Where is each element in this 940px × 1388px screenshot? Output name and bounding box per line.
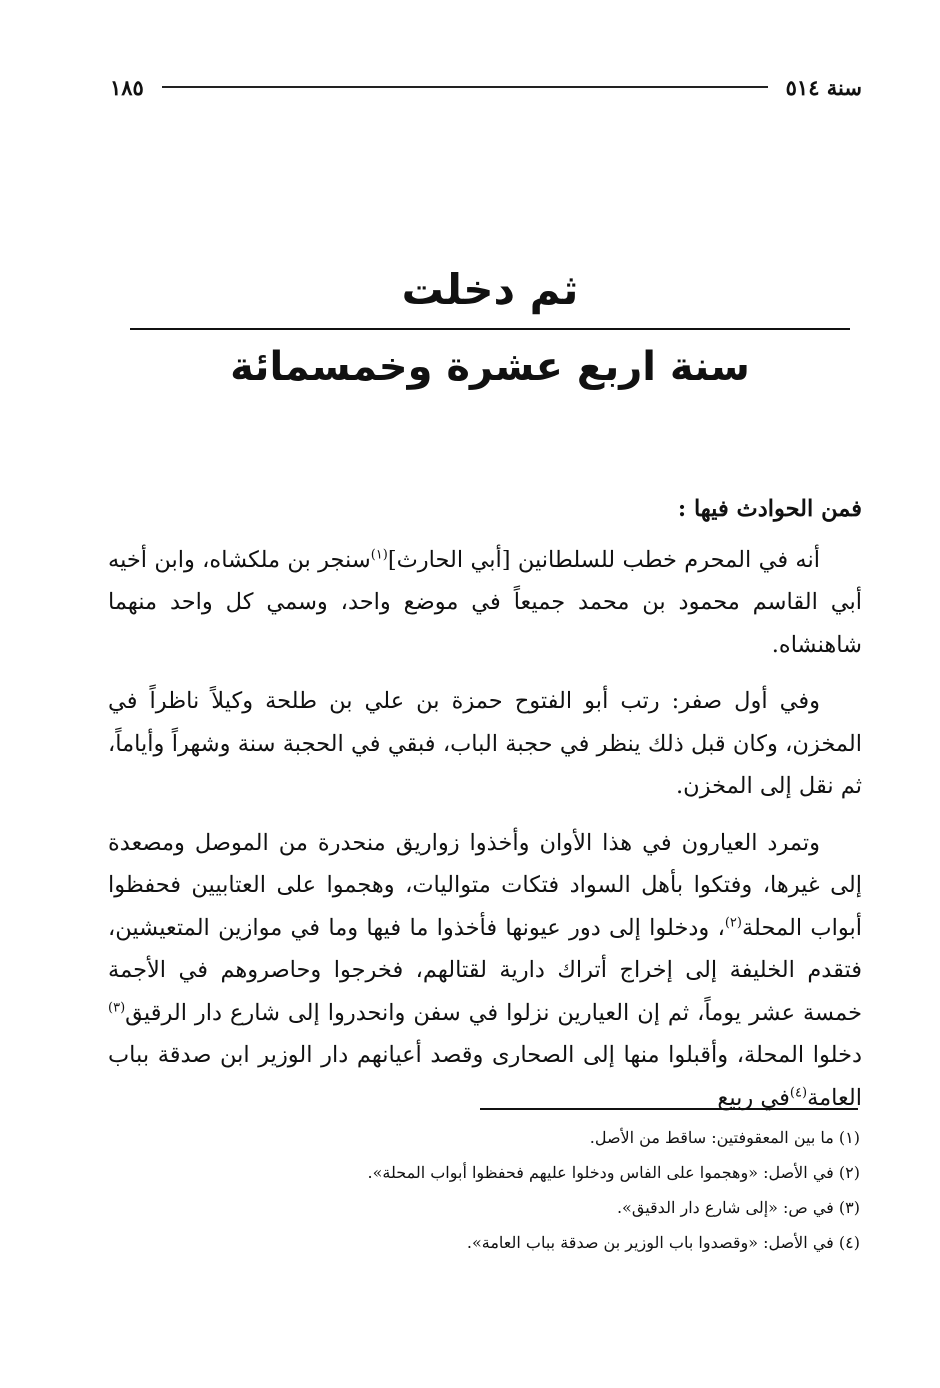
chapter-title-line-1: ثم دخلت [401, 265, 579, 314]
paragraph-1 [108, 539, 862, 667]
paragraph-2-text: وفي أول صفر: رتب أبو الفتوح حمزة بن علي بن طلحة وكيلاً ناظراً في المخزن، وكان قبل ذلك ينظر في حجبة الباب، فبقي في الحجبة سنة وشهراً وأياماً، ثم نقل إلى المخزن. [108, 688, 862, 799]
footnote-4: (٤) في الأصل: «وقصدوا باب الوزير بن صدقة بباب العامة». [466, 1233, 860, 1252]
footnote-2: (٢) في الأصل: «وهجموا على الفاس ودخلوا عليهم فحفظوا أبواب المحلة». [367, 1163, 860, 1182]
footnote-ref-4: (٤) [789, 1085, 808, 1100]
paragraph-2 [108, 680, 862, 808]
main-text [108, 488, 862, 1133]
footnote-divider [480, 1108, 858, 1110]
footnote-1: (١) ما بين المعقوفتين: ساقط من الأصل. [589, 1128, 860, 1147]
section-heading: فمن الحوادث فيها : [677, 496, 862, 522]
paragraph-3-text-a: وتمرد العيارون في هذا الأوان وأخذوا زواريق منحدرة من الموصل ومصعدة إلى غيرها، وفتكوا بأهل السواد فتكات متواليات، وهجموا على العتابيين فحفظوا أبواب المحلة [108, 829, 862, 941]
page-number: ١٨٥ [110, 74, 144, 100]
title-divider [130, 328, 850, 330]
footnotes [108, 1120, 860, 1260]
footnote-3: (٣) في ص: «إلى شارع دار الدقيق». [616, 1198, 860, 1217]
paragraph-3-text-c: دخلوا المحلة، وأقبلوا منها إلى الصحارى وقصد أعيانهم دار الوزير ابن صدقة بباب العامة [108, 1042, 862, 1111]
footnote-ref-1: (١) [370, 547, 388, 562]
chapter-title [130, 258, 850, 398]
paragraph-3-text-b: ، ودخلوا إلى دور عيونها فأخذوا ما فيها وما في موازين المتعيشين، فتقدم الخليفة إلى إخراج أتراك دارية لقتالهم، فخرجوا وحاصروهم في الأجمة خمسة عشر يوماً، ثم إن العيارين نزلوا في سفن وانحدروا إلى شارع دار الرقيق [108, 914, 862, 1026]
paragraph-3 [108, 822, 862, 1120]
footnote-ref-3: (٣) [108, 1000, 126, 1015]
header-rule [162, 86, 768, 88]
paragraph-1-text-a: أنه في المحرم خطب للسلطانين [أبي الحارث] [387, 546, 820, 573]
paragraph-3-text-d: في ربيع [717, 1084, 790, 1111]
chapter-title-line-2: سنة اربع عشرة وخمسمائة [230, 344, 750, 390]
footnote-ref-2: (٢) [724, 915, 742, 930]
paragraph-1-text-b: سنجر بن ملكشاه، وابن أخيه أبي القاسم محمود بن محمد جميعاً في موضع واحد، وسمي كل واحد منهما شاهنشاه. [108, 546, 862, 658]
page-header [110, 70, 862, 104]
running-title: سنة ٥١٤ [785, 74, 862, 100]
